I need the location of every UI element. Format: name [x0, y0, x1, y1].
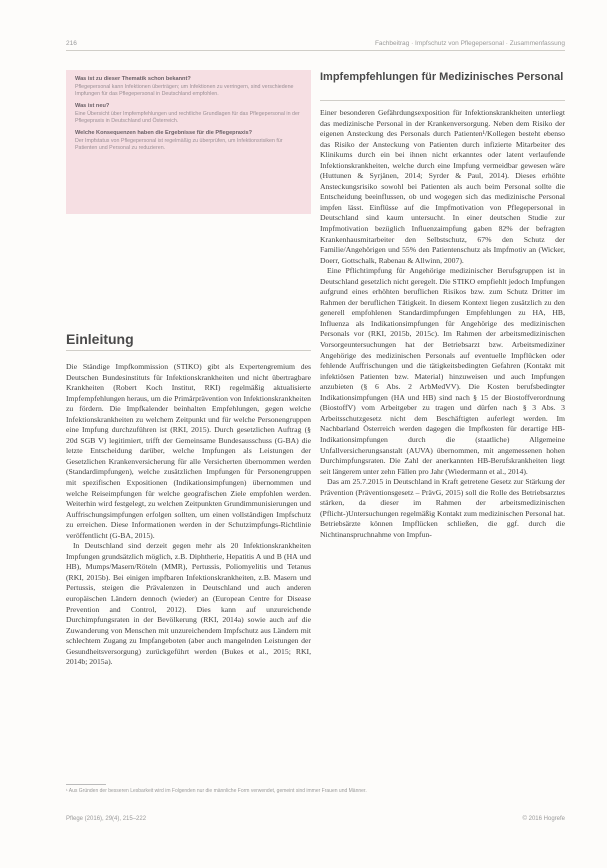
box-answer: Der Impfstatus von Pflegepersonal ist regelmäßig zu überprüfen, um Infektionsrisiken für Patienten und Personal zu reduzieren. — [75, 138, 283, 151]
box-question: Was ist neu? — [75, 103, 110, 109]
paragraph: Eine Pflichtimpfung für Angehörige medizinischer Berufsgruppen ist in Deutschland gesetzlich nicht geregelt. Die STIKO empfiehlt jedoch Impfungen aufgrund eines erhöhten beruflichen Risikos bzw. zum Schutz Dritter im Rahmen der beruflichen Tätigkeit. In diesem Kontext liegen zusätzlich zu den generell empfohlenen Standardimpfungen Empfehlungen zu HA, HB, Influenza als Indikationsimpfungen für Angehörige des medizinischen Personals vor (RKI, 2015b, 2015c). Im Rahmen der arbeitsmedizinischen Vorsorgeuntersuchungen hat der Betriebsarzt bzw. Arbeitsmediziner Angehörige des medizinischen Personals auf eventuelle Impflücken oder fehlende Auffrischungen und die tätigkeitsbedingten Gefahren (Kontakt mit infektiösen Patienten bzw. Material) hinzuweisen und auch Impfungen anzubieten (§ 6 Abs. 2 ArbMedVV). Die Kosten berufsbedingter Indikationsimpfungen (HA und HB) sind nach § 15 der Biostoffverordnung (BiostoffV) vom Arbeitgeber zu tragen und dürfen nach § 3 Abs. 3 Arbeitsschutzgesetz nicht dem Beschäftigten auferlegt werden. Im Nachbarland Österreich werden dagegen die Impfkosten für derartige HB-Indikationsimpfungen durch die (staatliche) Allgemeine Unfallversicherungsanstalt (AUVA) übernommen, mit angemessenen hohen Durchimpfungsraten. Die Zahl der anerkannten HB-Berufskrankheiten liegt seit längerem unter zehn Fällen pro Jahr (Wiedermann et al., 2014). — [320, 266, 565, 476]
paragraph: In Deutschland sind derzeit gegen mehr als 20 Infektionskrankheiten Impfungen grundsätzlich möglich, z.B. Diphtherie, Hepatitis A und B (HA und HB), Mumps/Masern/Röteln (MMR), Pertussis, Poliomyelitis und Tetanus (RKI, 2015b). Bei einigen impfbaren Infektionskrankheiten, z.B. Masern und Pertussis, steigen die Prävalenzen in Deutschland und auch anderen europäischen Ländern dennoch (wieder) an (European Centre for Disease Prevention and Control, 2012). Dies kann auf unzureichende Durchimpfungsraten in der Bevölkerung (RKI, 2014a) sowie auch auf die Zuwanderung von Menschen mit unzureichendem Impfschutz aus Ländern mit schlechtem Zugang zu Impfangeboten (aber auch mangelnden Leistungen der Gesundheitsversorgung) zurückgeführt werden (Bukes et al., 2015; RKI, 2014b; 2015a). — [66, 541, 311, 667]
box-answer: Eine Übersicht über Impfempfehlungen und rechtliche Grundlagen für das Pflegepersonal in der Pflegepraxis in Deutschland und Österreich. — [75, 111, 300, 124]
page-footer — [66, 816, 565, 826]
left-column — [66, 70, 311, 827]
running-header — [66, 40, 565, 51]
box-answer: Pflegepersonal kann Infektionen überträgen; um Infektionen zu verringern, sind verschiedene Impfungen für das Pflegepersonal in Deutschland empfohlen. — [75, 84, 294, 97]
section-heading-impfempfehlungen: Impfempfehlungen für Medizinisches Personal — [320, 71, 564, 83]
publisher-copyright: © 2016 Hogrefe — [522, 816, 565, 822]
footnote: ¹ Aus Gründen der besseren Lesbarkeit wird im Folgenden nur die männliche Form verwendet, gemeint sind immer Frauen und Männer. — [66, 788, 367, 794]
section-heading-einleitung: Einleitung — [66, 330, 311, 351]
footnote-rule — [66, 784, 106, 785]
paragraph: Die Ständige Impfkommission (STIKO) gibt als Expertengremium des Deutschen Bundesinstituts für Infektionskrankheiten und nicht übertragbare Krankheiten (Robert Koch Institut, RKI) regelmäßig aktualisierte Impfempfehlungen heraus, um die Primärprävention von Infektionskrankheiten zu fördern. Die Impfkalender beinhalten Empfehlungen, gegen welche Infektionskrankheiten zu welchem Zeitpunkt und für welche Personengruppen eine Impfung durchzuführen ist (RKI, 2015). Durch gesetzlichen Auftrag (§ 20d SGB V) legitimiert, trifft der Gemeinsame Bundesausschuss (G-BA) die letzte Entscheidung darüber, welche Impfungen als Leistungen der Gesetzlichen Krankenversicherung für alle Versicherten übernommen werden (Standardimpfungen), welche zusätzlichen Impfungen für Personengruppen mit spezifischen Expositionen (Indikationsimpfungen) übernommen und welche Reiseimpfungen für welche geografischen Ziele empfohlen werden. Weiterhin wird festgelegt, zu welchen Zeitpunkten Grundimmunisierungen und Auffrischungsimpfungen erfolgen sollten, um einen vollständigen Impfschutz zu erreichen. Diese Informationen werden in der Schutzimpfungs-Richtlinie veröffentlicht (G-BA, 2015). — [66, 362, 311, 540]
running-title: Fachbeitrag · Impfschutz von Pflegepersonal · Zusammenfassung — [374, 40, 565, 47]
right-column — [320, 70, 565, 868]
paragraph: Einer besonderen Gefährdungsexposition für Infektionskrankheiten unterliegt das medizinische Personal in der Krankenversorgung. Neben dem Risiko der eigenen Ansteckung des Personals durch Patienten¹/Kollegen besteht ebenso das Risiko der Ansteckung von Patienten durch infizierte Mitarbeiter des Klinikums durch ein bei ihnen nicht erkanntes oder latent verlaufende Infektionskrankheiten, welche durch eine Impfung vermeidbar gewesen wäre (Huttunen & Syrjänen, 2014; Syrder & Paul, 2014). Dieses erhöhte Ansteckungsrisiko sowohl bei Patienten als auch beim Personal sollte die Entscheidung beeinflussen, ob und wogegen sich das medizinische Personal impfen lässt. Einflüsse auf die Impfmotivation von Pflegepersonal in Deutschland sind kaum untersucht. In einer deutschen Studie zur Impfmotivation bezüglich Influenzaimpfung gaben 82% der befragten Krankenhausmitarbeiter den Selbstschutz, 67% den Schutz der Familie/Angehörigen und 55% den Patientenschutz als Impfmotiv an (Wicker, Doerr, Gottschalk, Rabenau & Allwinn, 2007). — [320, 108, 565, 265]
right-body-text — [320, 108, 565, 868]
journal-citation: Pflege (2016), 29(4), 215–222 — [66, 816, 147, 822]
page-number: 216 — [66, 40, 77, 47]
left-body-text — [66, 362, 311, 827]
heading-rule — [320, 100, 565, 101]
box-question: Welche Konsequenzen haben die Ergebnisse für die Pflegepraxis? — [75, 130, 253, 136]
key-points-box — [66, 70, 311, 214]
paragraph: Das am 25.7.2015 in Deutschland in Kraft getretene Gesetz zur Stärkung der Prävention (Präventionsgesetz – PrävG, 2015) soll die Rolle des Betriebsarztes stärken, da dieser im Rahmen der arbeitsmedizinischen (Pflicht-)Untersuchungen regelmäßig Kontakt zum medizinischen Personal hat. Betriebsärzte können Impflücken schließen, die ggf. durch die Nichtinanspruchnahme von Impfun- — [320, 477, 565, 539]
box-question: Was ist zu dieser Thematik schon bekannt? — [75, 76, 191, 82]
